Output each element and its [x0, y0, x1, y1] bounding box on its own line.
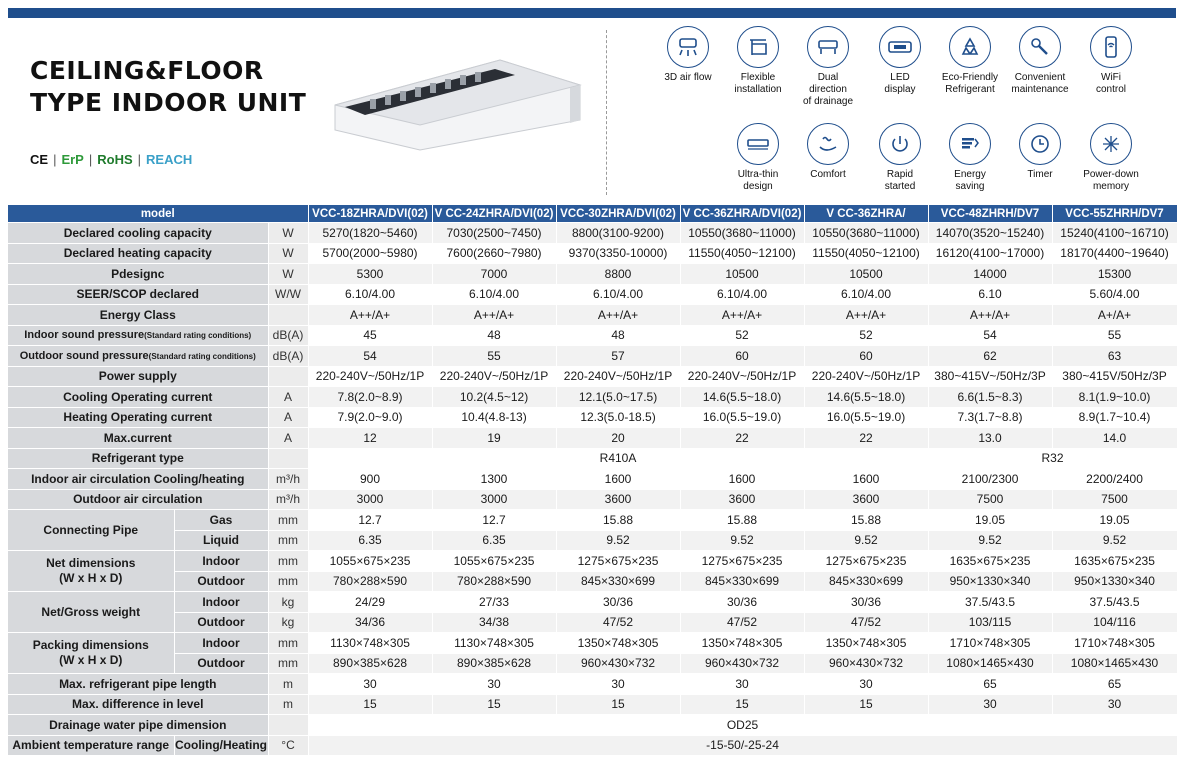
- row-unit: m³/h: [268, 489, 308, 510]
- table-row: Drainage water pipe dimension OD25: [8, 715, 1177, 736]
- energy-icon: [949, 123, 991, 165]
- table-row: Liquid mm 6.35 6.35 9.52 9.52 9.52 9.52 9.52: [8, 530, 1177, 551]
- table-row: Indoor sound pressure(Standard rating conditions) dB(A) 45 48 48 52 52 54 55: [8, 325, 1177, 346]
- cell-value: 10550(3680~11000): [804, 223, 928, 244]
- feature-3d-airflow: 3D air flow: [648, 26, 728, 84]
- table-row: Outdoor sound pressure(Standard rating conditions) dB(A) 54 55 57 60 60 62 63: [8, 346, 1177, 367]
- cell-value: 8800(3100-9200): [556, 223, 680, 244]
- power-icon: [879, 123, 921, 165]
- ce-mark: CE: [30, 152, 49, 167]
- cell-value: 13.0: [928, 428, 1052, 449]
- table-row: Outdoor kg 34/36 34/38 47/52 47/52 47/52 103/115 104/116: [8, 612, 1177, 633]
- cell-value: 30: [928, 694, 1052, 715]
- cell-value: 6.10/4.00: [556, 284, 680, 305]
- cell-value: A++/A+: [680, 305, 804, 326]
- row-label: Max. difference in level: [8, 694, 268, 715]
- ultra-thin-icon: [737, 123, 779, 165]
- row-unit: A: [268, 428, 308, 449]
- drainage-icon: [807, 26, 849, 68]
- feature-timer: Timer: [1000, 123, 1080, 181]
- row-unit: m³/h: [268, 469, 308, 490]
- row-unit: [268, 366, 308, 387]
- cell-value: 3600: [556, 489, 680, 510]
- spec-table: [8, 205, 1178, 756]
- cell-value: 7.8(2.0~8.9): [308, 387, 432, 408]
- row-label: Cooling Operating current: [8, 387, 268, 408]
- table-row: Refrigerant type R410A R32: [8, 448, 1177, 469]
- top-accent-bar: [8, 8, 1176, 18]
- row-unit: W/W: [268, 284, 308, 305]
- feature-flexible-installation: Flexible installation: [718, 26, 798, 96]
- cell-value: 8800: [556, 264, 680, 285]
- cell-value: 2100/2300: [928, 469, 1052, 490]
- row-label: Indoor air circulation Cooling/heating: [8, 469, 268, 490]
- reach-mark: REACH: [146, 152, 193, 167]
- cell-value: 6.10/4.00: [432, 284, 556, 305]
- cell-value: 14070(3520~15240): [928, 223, 1052, 244]
- cell-value: 19: [432, 428, 556, 449]
- row-label: Max.current: [8, 428, 268, 449]
- cell-value: 12: [308, 428, 432, 449]
- model-header: VCC-18ZHRA/DVI(02): [308, 205, 432, 223]
- recycle-icon: [949, 26, 991, 68]
- table-row: Outdoor mm 890×385×628 890×385×628 960×430×732 960×430×732 960×430×732 1080×1465×430 1080×1465×430: [8, 653, 1177, 674]
- cell-value: 900: [308, 469, 432, 490]
- row-label: Max. refrigerant pipe length: [8, 674, 268, 695]
- cell-value: 15: [432, 694, 556, 715]
- model-header: VCC-55ZHRH/DV7: [1052, 205, 1177, 223]
- cell-value: 12.1(5.0~17.5): [556, 387, 680, 408]
- row-label: SEER/SCOP declared: [8, 284, 268, 305]
- table-row: [8, 243, 1177, 264]
- table-header-row: model VCC-18ZHRA/DVI(02) V CC-24ZHRA/DVI(02) VCC-30ZHRA/DVI(02) V CC-36ZHRA/DVI(02) V CC-36ZHRA/ VCC-48ZHRH/DV7 VCC-55ZHRH/DV7: [8, 205, 1177, 223]
- table-row: [8, 264, 1177, 285]
- cell-value: 7.9(2.0~9.0): [308, 407, 432, 428]
- feature-comfort: Comfort: [788, 123, 868, 181]
- table-row: [8, 489, 1177, 510]
- cell-value: 220-240V~/50Hz/1P: [680, 366, 804, 387]
- cell-value: 65: [1052, 674, 1177, 695]
- row-label: Energy Class: [8, 305, 268, 326]
- cell-value: A++/A+: [556, 305, 680, 326]
- table-row: Net dimensions (W x H x D) Indoor mm 1055×675×235 1055×675×235 1275×675×235 1275×675×235 1275×675×235 1635×675×235 1635×675×235: [8, 551, 1177, 572]
- row-unit: A: [268, 387, 308, 408]
- table-row: Packing dimensions (W x H x D) Indoor mm 1130×748×305 1130×748×305 1350×748×305 1350×748×305 1350×748×305 1710×748×305 1710×748×305: [8, 633, 1177, 654]
- cell-value: 6.10: [928, 284, 1052, 305]
- title-line-1: CEILING&FLOOR: [30, 56, 264, 85]
- cell-value: 15: [804, 694, 928, 715]
- cell-value: 1600: [556, 469, 680, 490]
- cell-value: 11550(4050~12100): [804, 243, 928, 264]
- model-header: V CC-36ZHRA/DVI(02): [680, 205, 804, 223]
- feature-power-down-memory: Power-down memory: [1071, 123, 1151, 193]
- cell-value: 16120(4100~17000): [928, 243, 1052, 264]
- cell-value: 6.10/4.00: [308, 284, 432, 305]
- cell-value: 220-240V~/50Hz/1P: [432, 366, 556, 387]
- cell-value: 7000: [432, 264, 556, 285]
- divider: [606, 30, 607, 195]
- cell-value: 30: [556, 674, 680, 695]
- table-row: [8, 428, 1177, 449]
- table-row: [8, 305, 1177, 326]
- table-row: Connecting Pipe Gas mm 12.7 12.7 15.88 15.88 15.88 19.05 19.05: [8, 510, 1177, 531]
- row-label: Heating Operating current: [8, 407, 268, 428]
- cell-value: 15300: [1052, 264, 1177, 285]
- feature-rapid-started: Rapid started: [860, 123, 940, 193]
- cell-value: 14.0: [1052, 428, 1177, 449]
- feature-led-display: LED display: [860, 26, 940, 96]
- certification-logos: CE | ErP | RoHS | REACH: [30, 152, 193, 167]
- cell-value: 6.6(1.5~8.3): [928, 387, 1052, 408]
- cell-value: 10550(3680~11000): [680, 223, 804, 244]
- cell-value: 6.10/4.00: [680, 284, 804, 305]
- cell-value: 7500: [928, 489, 1052, 510]
- 3d-airflow-icon: [667, 26, 709, 68]
- feature-ultra-thin: Ultra-thin design: [718, 123, 798, 193]
- cell-value: 65: [928, 674, 1052, 695]
- row-label: Outdoor air circulation: [8, 489, 268, 510]
- cell-value: 14000: [928, 264, 1052, 285]
- cell-value: 12.3(5.0-18.5): [556, 407, 680, 428]
- cell-value: A++/A+: [308, 305, 432, 326]
- cell-value: 3600: [804, 489, 928, 510]
- cell-value: 11550(4050~12100): [680, 243, 804, 264]
- page-title: [30, 55, 306, 119]
- cell-value: 10500: [680, 264, 804, 285]
- cell-value: 1600: [804, 469, 928, 490]
- cell-value: 30: [308, 674, 432, 695]
- rohs-mark: RoHS: [97, 152, 133, 167]
- model-header: V CC-36ZHRA/: [804, 205, 928, 223]
- table-row: [8, 674, 1177, 695]
- row-unit: m: [268, 674, 308, 695]
- cell-value: 30: [804, 674, 928, 695]
- cell-value: 10500: [804, 264, 928, 285]
- table-row: Outdoor mm 780×288×590 780×288×590 845×330×699 845×330×699 845×330×699 950×1330×340 950×1330×340: [8, 571, 1177, 592]
- cell-value: 7500: [1052, 489, 1177, 510]
- cell-value: 9370(3350-10000): [556, 243, 680, 264]
- cell-value: 30: [680, 674, 804, 695]
- row-unit: m: [268, 694, 308, 715]
- cell-value: 2200/2400: [1052, 469, 1177, 490]
- cell-value: 380~415V/50Hz/3P: [1052, 366, 1177, 387]
- cell-value: 16.0(5.5~19.0): [680, 407, 804, 428]
- erp-mark: ErP: [61, 152, 84, 167]
- table-row: [8, 366, 1177, 387]
- cell-value: 5700(2000~5980): [308, 243, 432, 264]
- cell-value: 30: [1052, 694, 1177, 715]
- cell-value: 220-240V~/50Hz/1P: [556, 366, 680, 387]
- table-row: Net/Gross weight Indoor kg 24/29 27/33 30/36 30/36 30/36 37.5/43.5 37.5/43.5: [8, 592, 1177, 613]
- table-row: Ambient temperature range Cooling/Heating °C -15-50/-25-24: [8, 735, 1177, 756]
- table-row: [8, 223, 1177, 244]
- cell-value: 3000: [308, 489, 432, 510]
- row-unit: W: [268, 223, 308, 244]
- row-unit: W: [268, 264, 308, 285]
- cell-value: 18170(4400~19640): [1052, 243, 1177, 264]
- cell-value: 5300: [308, 264, 432, 285]
- table-row: [8, 284, 1177, 305]
- row-label: Declared cooling capacity: [8, 223, 268, 244]
- feature-convenient-maintenance: Convenient maintenance: [1000, 26, 1080, 96]
- table-row: [8, 387, 1177, 408]
- feature-dual-drainage: Dual direction of drainage: [788, 26, 868, 108]
- cell-value: 20: [556, 428, 680, 449]
- cell-value: 7600(2660~7980): [432, 243, 556, 264]
- model-header: VCC-30ZHRA/DVI(02): [556, 205, 680, 223]
- row-unit: A: [268, 407, 308, 428]
- cell-value: 15: [680, 694, 804, 715]
- cell-value: 15240(4100~16710): [1052, 223, 1177, 244]
- table-row: [8, 469, 1177, 490]
- led-display-icon: [879, 26, 921, 68]
- comfort-icon: [807, 123, 849, 165]
- cell-value: 5.60/4.00: [1052, 284, 1177, 305]
- cell-value: 15: [556, 694, 680, 715]
- model-header: V CC-24ZHRA/DVI(02): [432, 205, 556, 223]
- cell-value: 8.1(1.9~10.0): [1052, 387, 1177, 408]
- cell-value: A++/A+: [928, 305, 1052, 326]
- row-label: Power supply: [8, 366, 268, 387]
- cell-value: 1300: [432, 469, 556, 490]
- cell-value: 15: [308, 694, 432, 715]
- feature-eco-refrigerant: Eco-Friendly Refrigerant: [930, 26, 1010, 96]
- row-label: Pdesignc: [8, 264, 268, 285]
- cell-value: 3600: [680, 489, 804, 510]
- cell-value: 220-240V~/50Hz/1P: [308, 366, 432, 387]
- wrench-icon: [1019, 26, 1061, 68]
- cell-value: 3000: [432, 489, 556, 510]
- cell-value: 16.0(5.5~19.0): [804, 407, 928, 428]
- cell-value: 22: [804, 428, 928, 449]
- cell-value: 10.2(4.5~12): [432, 387, 556, 408]
- cell-value: 5270(1820~5460): [308, 223, 432, 244]
- row-label: Declared heating capacity: [8, 243, 268, 264]
- wifi-phone-icon: [1090, 26, 1132, 68]
- cell-value: 7030(2500~7450): [432, 223, 556, 244]
- cell-value: 10.4(4.8-13): [432, 407, 556, 428]
- installation-icon: [737, 26, 779, 68]
- row-unit: W: [268, 243, 308, 264]
- cell-value: 22: [680, 428, 804, 449]
- timer-icon: [1019, 123, 1061, 165]
- cell-value: 14.6(5.5~18.0): [804, 387, 928, 408]
- cell-value: 30: [432, 674, 556, 695]
- model-header: VCC-48ZHRH/DV7: [928, 205, 1052, 223]
- cell-value: 8.9(1.7~10.4): [1052, 407, 1177, 428]
- cell-value: 7.3(1.7~8.8): [928, 407, 1052, 428]
- cell-value: 1600: [680, 469, 804, 490]
- title-line-2: TYPE INDOOR UNIT: [30, 88, 307, 117]
- memory-icon: [1090, 123, 1132, 165]
- cell-value: 220-240V~/50Hz/1P: [804, 366, 928, 387]
- ceiling-unit-image: [330, 45, 590, 155]
- table-row: [8, 694, 1177, 715]
- feature-energy-saving: Energy saving: [930, 123, 1010, 193]
- cell-value: 14.6(5.5~18.0): [680, 387, 804, 408]
- cell-value: 6.10/4.00: [804, 284, 928, 305]
- row-unit: [268, 305, 308, 326]
- cell-value: A++/A+: [804, 305, 928, 326]
- cell-value: 380~415V~/50Hz/3P: [928, 366, 1052, 387]
- cell-value: A++/A+: [432, 305, 556, 326]
- table-row: [8, 407, 1177, 428]
- feature-wifi-control: WiFi control: [1071, 26, 1151, 96]
- cell-value: A+/A+: [1052, 305, 1177, 326]
